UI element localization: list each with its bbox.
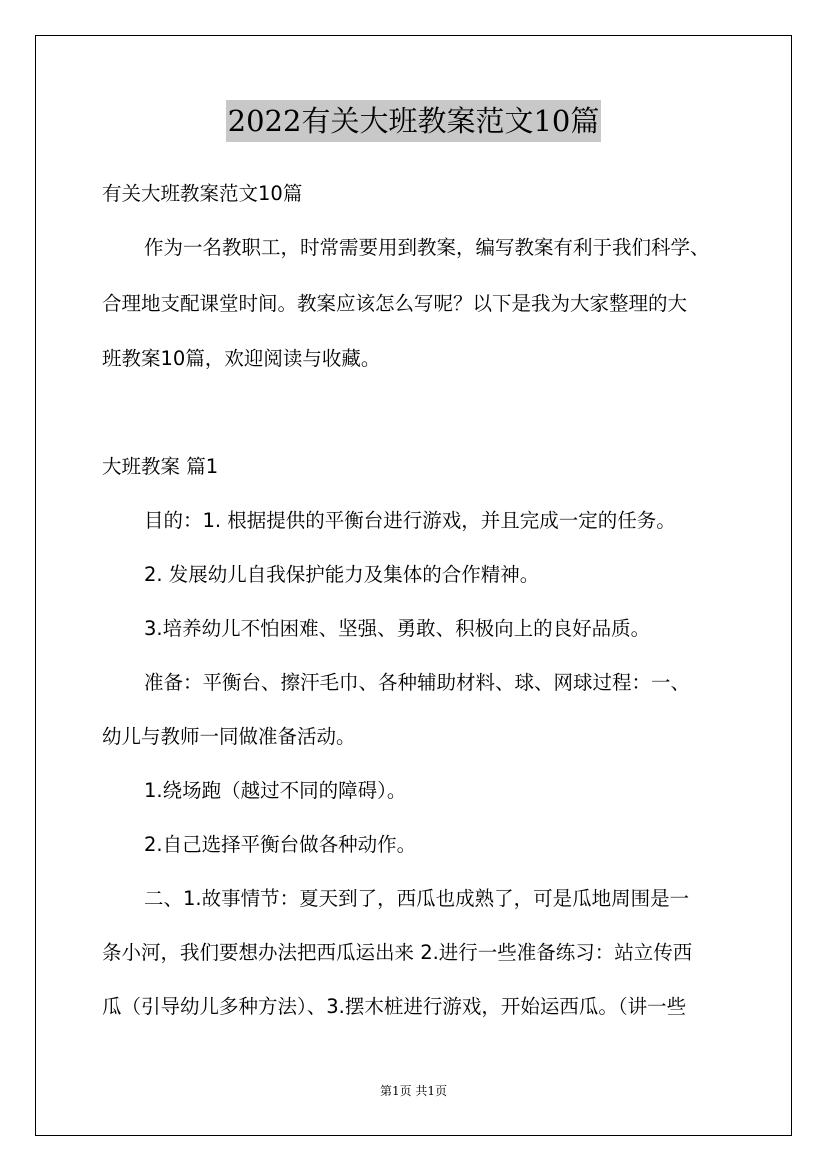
intro-line-3: 班教案10篇，欢迎阅读与收藏。 [102, 347, 381, 370]
intro-line-1: 作为一名教职工，时常需要用到教案，编写教案有利于我们科学、 [144, 236, 710, 259]
intro-line-2: 合理地支配课堂时间。教案应该怎么写呢？以下是我为大家整理的大 [102, 292, 688, 315]
body-line-4: 准备：平衡台、擦汗毛巾、各种辅助材料、球、网球过程：一、 [144, 671, 691, 694]
body-line-7: 2.自己选择平衡台做各种动作。 [144, 833, 417, 856]
body-line-2: 2. 发展幼儿自我保护能力及集体的合作精神。 [144, 563, 540, 586]
section-heading: 大班教案 篇1 [102, 455, 219, 478]
body-line-6: 1.绕场跑（越过不同的障碍）。 [144, 779, 407, 802]
document-title-text: 2022有关大班教案范文10篇 [226, 100, 602, 142]
body-line-8: 二、1.故事情节：夏天到了，西瓜也成熟了，可是瓜地周围是一 [144, 887, 690, 910]
body-line-3: 3.培养幼儿不怕困难、坚强、勇敢、积极向上的良好品质。 [144, 617, 651, 640]
body-line-9: 条小河，我们要想办法把西瓜运出来 2.进行一些准备练习：站立传西 [102, 941, 693, 964]
body-line-5: 幼儿与教师一同做准备活动。 [102, 725, 356, 748]
page-footer: 第1页 共1页 [379, 1084, 448, 1098]
document-title [0, 100, 827, 144]
document-subtitle: 有关大班教案范文10篇 [102, 182, 303, 205]
body-line-10: 瓜（引导幼儿多种方法）、3.摆木桩进行游戏，开始运西瓜。（讲一些 [102, 995, 687, 1018]
body-line-1: 目的：1. 根据提供的平衡台进行游戏，并且完成一定的任务。 [144, 509, 676, 532]
